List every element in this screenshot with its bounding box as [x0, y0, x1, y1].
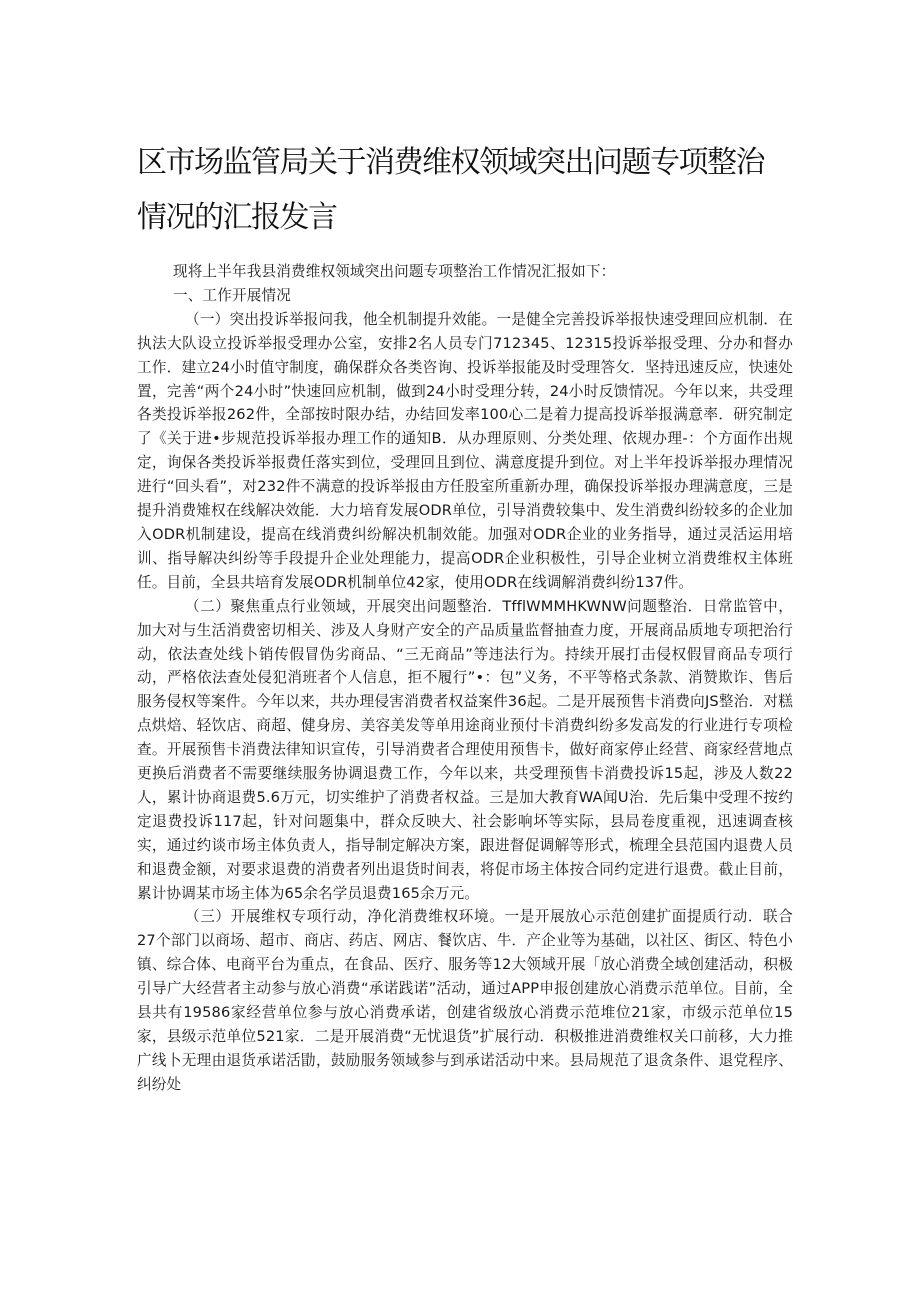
- document-title-line1: 区市场监管局关于消费维权领域突出问题专项整治: [137, 145, 764, 180]
- document-body: [137, 260, 793, 1097]
- body-paragraph-1: （一）突出投诉举报问我，他全机制提升效能。一是健全完善投诉举报快速受理回应机制．在执法大队设立投诉举报受理办公室，安排2名人员专门712345、12315投诉举报受理、分办和督办工作．建立24小时值守制度，确保群众各类咨询、投诉举报能及时受理答攵．坚持迅速反应，快速处置，完善“两个24小时”快速回应机制，做到24小时受理分转，24小时反馈情况。今年以来，共受理各类投诉举报262件，全部按时限办结，办结回发率100心二是着力提高投诉举报满意率．研究制定了《关于进•步规范投诉举报办理工作的通知B．从办理原则、分类处理、依规办理-：个方面作出规定，询保各类投诉举报费任落实到位，受理回且到位、满意度提升到位。对上半年投诉举报办理情况进行“回头看”，对232件不满意的投诉举报由方任股室所重新办理，确保投诉举报办理满意度，三是提升消费雉权在线解决效能．大力培育发展ODR单位，引导消费较集中、发生消费纠纷较多的企业加入ODR机制建设，提高在线消费纠纷解决机制效能。加强对ODR企业的业务指导，通过灵活运用培训、指导解决纠纷等手段提升企业处理能力，提高ODR企业积极性，引导企业树立消费维权主体班任。目前，全县共培育发展ODR机制单位42家，使用ODR在线调解消费纠纷137件。: [137, 310, 793, 591]
- section-heading: 一、工作开展情况: [173, 286, 291, 304]
- intro-paragraph: 现将上半年我县消费维权领域突出问题专项整治工作情况汇报如下：: [173, 263, 616, 280]
- body-paragraph-3: （三）开展维权专项行动，净化消费维权环境。一是开展放心示范创建扩面提质行动．联合27个部门以商场、超市、商店、药店、网店、餐饮店、牛．产企业等为基础，以社区、街区、特色小镇、综合体、电商平台为重点，在食品、医疗、服务等12大领域开展「放心消费全域创建活动，积极引导广大经营者主动参与放心消费“承诺践诺”活动，通过APP申报创建放心消费示范单位。目前，全县共有19586家经营单位参与放心消费承诺，创建省级放心消费示范堆位21家，市级示范单位15家，县级示范单位521家．二是开展消费“无忧退货”扩展行动．积极推进消费维权关口前移，大力推广线卜无理由退货承诺活勖，鼓励服务领域参与到承诺活动中来。县局规范了退贪条件、退党程序、纠纷处: [137, 908, 793, 1093]
- body-paragraph-2: （二）聚焦重点行业领域，开展突出问题整治．TfflWMMHKWNW问题整治．日常监管中，加大对与生活消费密切相关、涉及人身财产安全的产品质量监督抽查力度，开展商品质地专项把治行动，依法查处线卜销传假冒伪劣商品、“三无商品”等违法行为。持续开展打击侵权假冒商品专项行动，严格依法查处侵犯消班者个人信息，拒不履行”•：包”义务，不平等格式条款、消赞欺诈、售后服务侵权等案件。今年以来，共办理侵害消费者权益案件36起。二是开展预售卡消费向JS整治．对糕点烘焙、轻饮店、商超、健身房、美容美发等单用途商业预付卡消费纠纷多发高发的行业进行专项检查。开展预售卡消费法律知识宣传，引导消费者合理使用预售卡，做好商家停止经营、商家经营地点更换后消费者不需要继续服务协调退费工作，今年以来，共受理预售卡消费投诉15起，涉及人数22人，累计协商退费5.6万元，切实维护了消费者权益。三是加大教育WA闻U治．先后集中受理不按约定退费投诉117起，针对问题集中，群众反映大、社会影响坏等实际，县局卷度重视，迅速调查核实，通过约谈市场主体负责人，指导制定解决方案，跟进督促调解等形式，梳理全县范国内退费人员和退费金额，对要求退费的消费者列出退货时间表，将促市场主体按合同约定进行退费。截止目前，累计协调某市场主体为65余名学员退费165余万元。: [137, 597, 793, 902]
- document-title-line2: 情况的汇报发言: [137, 200, 337, 235]
